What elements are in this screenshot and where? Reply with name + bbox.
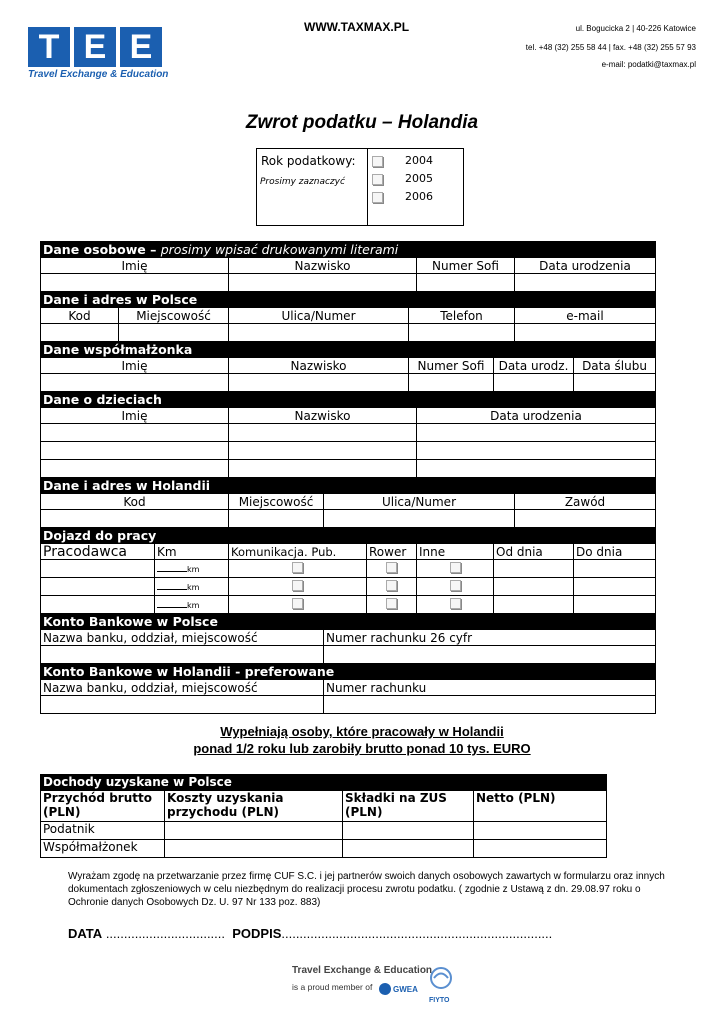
checkbox-cell[interactable] — [417, 578, 494, 596]
col-header: Nazwa banku, oddział, miejscowość — [41, 630, 324, 646]
col-header: Telefon — [409, 308, 515, 324]
col-header: Nazwisko — [229, 408, 417, 424]
input-cell[interactable] — [229, 424, 417, 442]
gwea-logo-icon — [378, 981, 418, 997]
col-header: Ulica/Numer — [229, 308, 409, 324]
col-header: Nazwa banku, oddział, miejscowość — [41, 680, 324, 696]
col-header: Kod — [41, 494, 229, 510]
km-cell[interactable] — [155, 596, 229, 614]
input-cell[interactable] — [574, 596, 656, 614]
input-cell[interactable] — [229, 324, 409, 342]
input-cell[interactable] — [229, 442, 417, 460]
checkbox-icon[interactable] — [372, 192, 383, 203]
footer-company: Travel Exchange & Education — [292, 965, 433, 976]
km-line — [157, 583, 187, 590]
col-header: Miejscowość — [229, 494, 324, 510]
input-cell[interactable] — [119, 324, 229, 342]
col-header: Numer rachunku 26 cyfr — [324, 630, 656, 646]
checkbox-icon[interactable] — [450, 562, 461, 573]
input-cell[interactable] — [41, 274, 229, 292]
checkbox-cell[interactable] — [367, 560, 417, 578]
input-cell[interactable] — [474, 840, 607, 858]
year-label: 2006 — [405, 190, 433, 203]
logo-letter: T — [28, 27, 70, 67]
section-header-children: Dane o dzieciach — [41, 392, 656, 408]
checkbox-icon[interactable] — [372, 156, 383, 167]
row-header: Współmałżonek — [41, 840, 165, 858]
col-header: Od dnia — [494, 544, 574, 560]
col-header: Nazwisko — [229, 258, 417, 274]
input-cell[interactable] — [417, 460, 656, 478]
col-header: Numer Sofi — [409, 358, 494, 374]
col-header: Koszty uzyskania przychodu (PLN) — [165, 791, 343, 822]
logo-subtitle: Travel Exchange & Education — [28, 69, 169, 80]
input-cell[interactable] — [229, 510, 324, 528]
checkbox-icon[interactable] — [386, 562, 397, 573]
checkbox-icon[interactable] — [450, 580, 461, 591]
company-phone: tel. +48 (32) 255 58 44 | fax. +48 (32) 255 57 93 — [525, 43, 696, 52]
col-header: Miejscowość — [119, 308, 229, 324]
year-option[interactable] — [372, 190, 433, 203]
input-cell[interactable] — [494, 596, 574, 614]
year-option[interactable] — [372, 154, 433, 167]
input-cell[interactable] — [229, 274, 417, 292]
checkbox-cell[interactable] — [367, 578, 417, 596]
signature-field[interactable]: ........................................................................... — [281, 926, 553, 941]
logo-letter: E — [74, 27, 116, 67]
page-title: Zwrot podatku – Holandia — [245, 112, 479, 133]
col-header: Imię — [41, 408, 229, 424]
notice-line-1: Wypełniają osoby, które pracowały w Holandii — [220, 724, 504, 739]
checkbox-icon[interactable] — [292, 598, 303, 609]
input-cell[interactable] — [343, 822, 474, 840]
notice-line-2: ponad 1/2 roku lub zarobiły brutto ponad 10 tys. EURO — [193, 741, 531, 756]
km-line — [157, 565, 187, 572]
input-cell[interactable] — [41, 578, 155, 596]
col-header: Numer Sofi — [417, 258, 515, 274]
km-unit: km — [187, 564, 200, 574]
checkbox-icon[interactable] — [386, 580, 397, 591]
year-option[interactable] — [372, 172, 433, 185]
section-header-bank-poland: Konto Bankowe w Polsce — [41, 614, 656, 630]
col-header: Ulica/Numer — [324, 494, 515, 510]
input-cell[interactable] — [41, 424, 229, 442]
date-label: DATA — [68, 926, 103, 941]
company-address: ul. Bogucicka 2 | 40-226 Katowice — [575, 24, 696, 33]
checkbox-cell[interactable] — [367, 596, 417, 614]
checkbox-cell[interactable] — [417, 596, 494, 614]
row-header: Podatnik — [41, 822, 165, 840]
section-header-personal: Dane osobowe – prosimy wpisać drukowanymi literami — [41, 242, 656, 258]
checkbox-icon[interactable] — [450, 598, 461, 609]
input-cell[interactable] — [515, 324, 656, 342]
checkbox-icon[interactable] — [292, 562, 303, 573]
input-cell[interactable] — [229, 460, 417, 478]
input-cell[interactable] — [324, 696, 656, 714]
input-cell[interactable] — [515, 274, 656, 292]
col-header: Kod — [41, 308, 119, 324]
input-cell[interactable] — [417, 274, 515, 292]
income-table — [40, 774, 607, 858]
input-cell[interactable] — [417, 442, 656, 460]
col-header: Data ślubu — [574, 358, 656, 374]
tax-year-note: Prosimy zaznaczyć — [260, 177, 345, 187]
col-header: Imię — [41, 258, 229, 274]
signature-line — [68, 926, 552, 941]
col-header: Do dnia — [574, 544, 656, 560]
col-header: Data urodz. — [494, 358, 574, 374]
input-cell[interactable] — [574, 578, 656, 596]
col-header: e-mail — [515, 308, 656, 324]
checkbox-cell[interactable] — [417, 560, 494, 578]
col-header: Data urodzenia — [417, 408, 656, 424]
fiyto-text: FIYTO — [429, 997, 450, 1004]
company-email: e-mail: podatki@taxmax.pl — [601, 60, 696, 69]
checkbox-cell[interactable] — [229, 596, 367, 614]
km-unit: km — [187, 582, 200, 592]
personal-form-table — [40, 241, 656, 714]
input-cell[interactable] — [574, 374, 656, 392]
fiyto-logo-icon — [426, 965, 456, 1005]
col-header: Nazwisko — [229, 358, 409, 374]
tax-year-box — [256, 148, 464, 226]
input-cell[interactable] — [574, 560, 656, 578]
input-cell[interactable] — [324, 646, 656, 664]
divider — [367, 149, 368, 225]
col-header: Inne — [417, 544, 494, 560]
input-cell[interactable] — [409, 374, 494, 392]
footer — [292, 965, 462, 1005]
input-cell[interactable] — [229, 374, 409, 392]
signature-label: PODPIS — [232, 926, 282, 941]
checkbox-icon[interactable] — [372, 174, 383, 185]
input-cell[interactable] — [494, 374, 574, 392]
year-label: 2005 — [405, 172, 433, 185]
input-cell[interactable] — [165, 840, 343, 858]
input-cell[interactable] — [41, 510, 229, 528]
section-header-income: Dochody uzyskane w Polsce — [41, 775, 607, 791]
input-cell[interactable] — [41, 596, 155, 614]
input-cell[interactable] — [165, 822, 343, 840]
checkbox-icon[interactable] — [292, 580, 303, 591]
col-header: Imię — [41, 358, 229, 374]
km-cell[interactable] — [155, 560, 229, 578]
input-cell[interactable] — [41, 460, 229, 478]
checkbox-cell[interactable] — [229, 578, 367, 596]
col-header: Pracodawca — [41, 544, 155, 560]
section-header-netherlands-address: Dane i adres w Holandii — [41, 478, 656, 494]
input-cell[interactable] — [324, 510, 515, 528]
km-cell[interactable] — [155, 578, 229, 596]
input-cell[interactable] — [343, 840, 474, 858]
input-cell[interactable] — [515, 510, 656, 528]
input-cell[interactable] — [41, 696, 324, 714]
input-cell[interactable] — [41, 442, 229, 460]
input-cell[interactable] — [417, 424, 656, 442]
section-header-spouse: Dane współmałżonka — [41, 342, 656, 358]
year-label: 2004 — [405, 154, 433, 167]
col-header: Komunikacja. Pub. — [229, 544, 367, 560]
input-cell[interactable] — [474, 822, 607, 840]
col-header: Rower — [367, 544, 417, 560]
website-url: WWW.TAXMAX.PL — [304, 20, 410, 34]
input-cell[interactable] — [494, 560, 574, 578]
km-unit: km — [187, 600, 200, 610]
col-header: Netto (PLN) — [474, 791, 607, 822]
section-header-poland-address: Dane i adres w Polsce — [41, 292, 656, 308]
col-header: Numer rachunku — [324, 680, 656, 696]
gwea-text: GWEA — [393, 985, 418, 994]
input-cell[interactable] — [494, 578, 574, 596]
section-header-bank-netherlands: Konto Bankowe w Holandii - preferowane — [41, 664, 656, 680]
consent-text: Wyrażam zgodę na przetwarzanie przez firmę CUF S.C. i jej partnerów swoich danych osobowych zawartych w formularzu oraz innych dokumentach zgłoszeniowych w celu niezbędnym do realizacji procesu zwrotu podatku. ( zgodnie z Ustawą z dn. 29.08.97 roku o Ochronie danych Osobowych Dz. U. 97 Nr 133 poz. 883) — [68, 871, 665, 908]
input-cell[interactable] — [41, 374, 229, 392]
col-header: Składki na ZUS (PLN) — [343, 791, 474, 822]
col-header: Przychód brutto (PLN) — [41, 791, 165, 822]
checkbox-icon[interactable] — [386, 598, 397, 609]
input-cell[interactable] — [409, 324, 515, 342]
col-header: Data urodzenia — [515, 258, 656, 274]
section-header-commute: Dojazd do pracy — [41, 528, 656, 544]
input-cell[interactable] — [41, 646, 324, 664]
logo-letter: E — [120, 27, 162, 67]
col-header: Km — [155, 544, 229, 560]
date-field[interactable]: ................................. — [105, 926, 226, 941]
checkbox-cell[interactable] — [229, 560, 367, 578]
footer-member-text: is a proud member of — [292, 982, 373, 992]
input-cell[interactable] — [41, 324, 119, 342]
km-line — [157, 601, 187, 608]
tee-logo — [28, 27, 169, 81]
col-header: Zawód — [515, 494, 656, 510]
input-cell[interactable] — [41, 560, 155, 578]
tax-year-label: Rok podatkowy: — [261, 154, 356, 168]
